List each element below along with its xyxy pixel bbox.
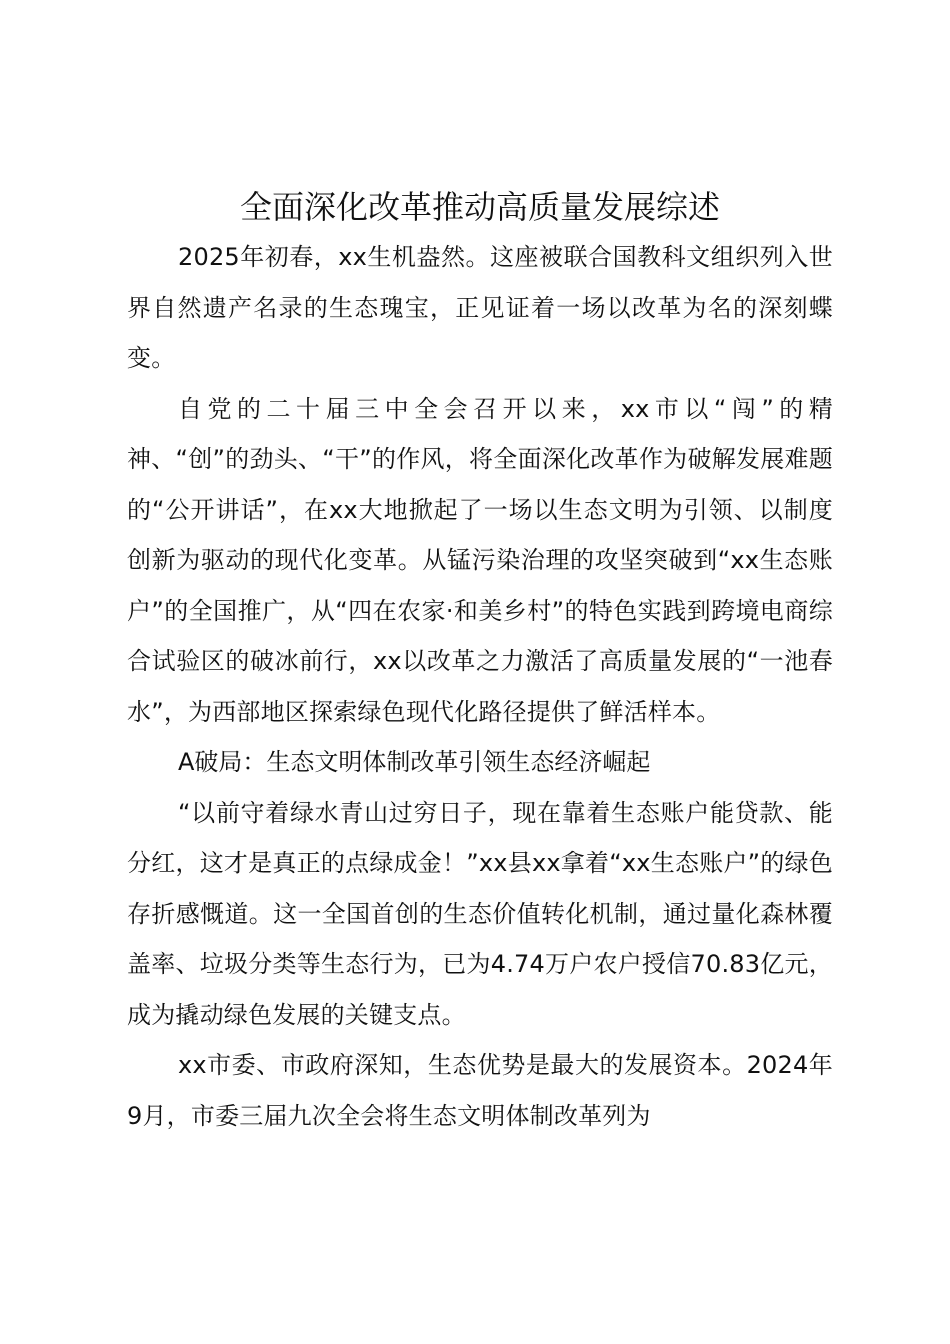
paragraph-eco-account: “以前守着绿水青山过穷日子，现在靠着生态账户能贷款、能分红，这才是真正的点绿成金！”xx县xx拿着“xx生态账户”的绿色存折感慨道。这一全国首创的生态价值转化机制，通过量化森林覆盖率、垃圾分类等生态行为，已为4.74万户农户授信70.83亿元，成为撬动绿色发展的关键支点。 <box>127 798 833 1029</box>
paragraph-reform-overview: 自党的二十届三中全会召开以来，xx市以“闯”的精神、“创”的劲头、“干”的作风，将全面深化改革作为破解发展难题的“公开讲话”，在xx大地掀起了一场以生态文明为引领、以制度创新为驱动的现代化变革。从锰污染治理的攻坚突破到“xx生态账户”的全国推广，从“四在农家·和美乡村”的特色实践到跨境电商综合试验区的破冰前行，xx以改革之力激活了高质量发展的“一池春水”，为西部地区探索绿色现代化路径提供了鲜活样本。 <box>127 394 833 726</box>
paragraph-municipal-committee: xx市委、市政府深知，生态优势是最大的发展资本。2024年9月，市委三届九次全会将生态文明体制改革列为 <box>127 1051 833 1130</box>
document-title: 全面深化改革推动高质量发展综述 <box>239 188 720 226</box>
paragraph-intro: 2025年初春，xx生机盎然。这座被联合国教科文组织列入世界自然遗产名录的生态瑰宝，正见证着一场以改革为名的深刻蝶变。 <box>127 243 833 372</box>
document-body <box>127 182 833 1141</box>
section-heading: A破局：生态文明体制改革引领生态经济崛起 <box>178 748 651 776</box>
